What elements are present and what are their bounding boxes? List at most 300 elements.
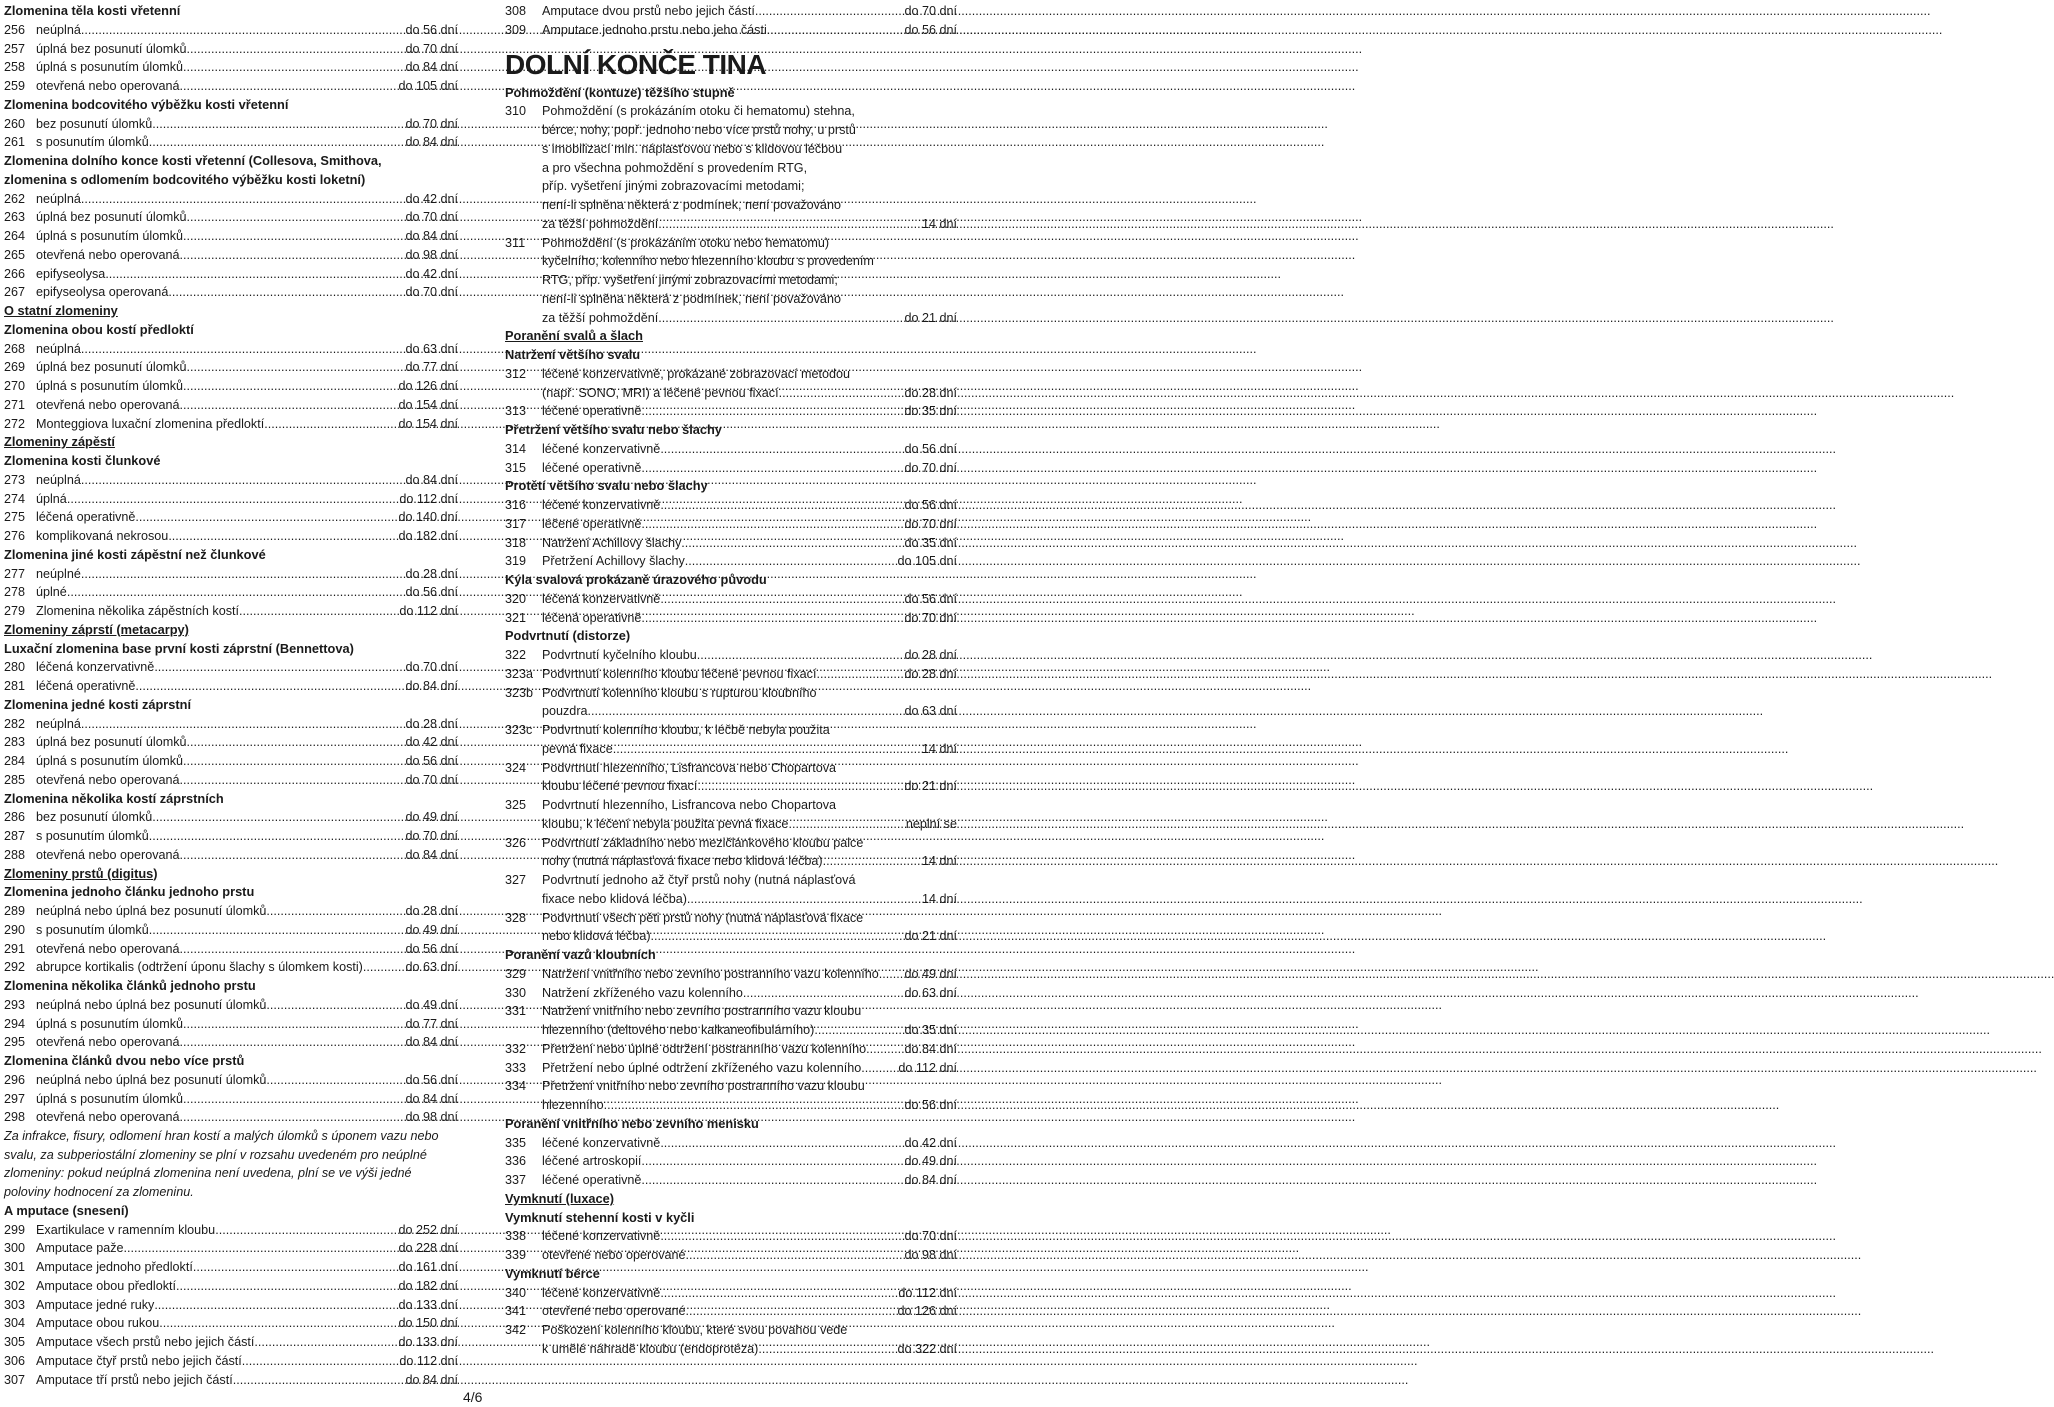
item-number: 303 [4, 1297, 26, 1312]
item-number: 295 [4, 1035, 26, 1050]
list-item [4, 77, 458, 96]
item-label: neúplná [36, 191, 81, 206]
item-value: do 56 dní [405, 754, 458, 768]
section-heading: Zlomenina několika článků jednoho prstu [4, 978, 256, 993]
list-item [505, 909, 957, 928]
item-number: 329 [505, 966, 527, 981]
item-label: fixace nebo klidová léčba) [542, 891, 687, 906]
item-value: do 21 dní [904, 929, 957, 944]
category-heading: O statní zlomeniny [4, 303, 118, 318]
dot-leader [239, 602, 399, 621]
item-value: 14 dní [921, 741, 957, 756]
dot-leader [266, 1071, 405, 1090]
item-value: do 77 dní [405, 360, 458, 375]
item-number: 293 [4, 997, 26, 1012]
item-value: do 35 dní [904, 404, 957, 419]
item-number: 278 [4, 585, 26, 600]
item-value: do 84 dní [405, 847, 458, 862]
dot-leader [866, 1040, 904, 1059]
item-value: do 112 dní [898, 1285, 957, 1300]
list-item [505, 1321, 957, 1340]
item-label: léčené konzervativně [542, 1135, 661, 1150]
dot-leader [81, 21, 406, 40]
section-heading: Přetržení většího svalu nebo šlachy [505, 422, 722, 437]
item-label: úplná bez posunutí úlomků [36, 41, 187, 56]
item-number: 290 [4, 922, 26, 937]
list-item [4, 1090, 458, 1109]
item-number: 273 [4, 472, 26, 487]
list-item [4, 808, 458, 827]
dot-leader [187, 358, 406, 377]
list-item-continuation [505, 271, 957, 290]
list-item-continuation [505, 1340, 957, 1359]
dot-leader [651, 927, 905, 946]
item-number: 323c [505, 723, 533, 737]
dot-leader [686, 1246, 905, 1265]
item-label: a pro všechna pohmoždění s provedením RTG, [542, 160, 808, 175]
item-value: do 21 dní [904, 310, 957, 325]
item-label: Podvrtnutí kolenního kloubu s rupturou kloubního [542, 685, 817, 700]
dot-leader [233, 1371, 406, 1390]
item-value: do 28 dní [405, 904, 458, 918]
dot-leader [363, 958, 406, 977]
list-item-continuation [505, 852, 957, 871]
list-item [4, 1033, 458, 1052]
item-number: 281 [4, 679, 26, 693]
list-item [4, 283, 458, 302]
item-value: do 150 dní [398, 1316, 458, 1331]
item-label: neúplné [36, 566, 81, 581]
item-label: neúplná [36, 341, 81, 356]
item-label: otevřená nebo operovaná [36, 1110, 180, 1125]
item-value: do 182 dní [398, 529, 458, 543]
item-number: 338 [505, 1229, 527, 1244]
list-item [505, 1077, 957, 1096]
item-label: úplná s posunutím úlomků [36, 379, 184, 393]
item-label: léčené artroskopií [542, 1154, 642, 1169]
list-item [505, 984, 957, 1003]
section-heading: Vymknutí bérce [505, 1265, 600, 1281]
item-number: 271 [4, 397, 26, 412]
dot-leader [149, 921, 406, 940]
item-label: Podvrtnutí hlezenního, Lisfrancova nebo Chopartova [542, 760, 837, 775]
item-number: 294 [4, 1016, 26, 1031]
item-number: 333 [505, 1060, 527, 1075]
dot-leader [183, 227, 405, 246]
dot-leader [755, 2, 905, 21]
dot-leader [788, 815, 905, 834]
item-label: úplná s posunutím úlomků [36, 754, 184, 768]
item-value: do 98 dní [904, 1248, 957, 1262]
item-label: Přetržení nebo úplné odtržení zkříženého vazu kolenního [542, 1060, 862, 1075]
dot-leader [81, 340, 406, 359]
item-number: 256 [4, 22, 26, 37]
item-value: do 56 dní [405, 22, 458, 37]
dot-leader [658, 215, 922, 234]
dot-leader [180, 1033, 406, 1052]
item-label: úplná s posunutím úlomků [36, 229, 184, 243]
item-label: Přetržení Achillovy šlachy [542, 554, 685, 569]
list-item [4, 658, 458, 677]
item-label: Pohmoždění (s prokázáním otoku nebo hematomu) [542, 235, 830, 250]
item-number: 337 [505, 1173, 527, 1187]
dot-leader [149, 827, 406, 846]
section-heading: zlomenina s odlomením bodcovitého výběžku kosti loketní) [4, 171, 366, 187]
list-item-continuation [505, 309, 957, 328]
section-heading: Pohmoždění (kontuze) těžšího stupně [505, 84, 735, 100]
item-value: do 28 dní [405, 566, 458, 581]
item-number: 314 [505, 441, 527, 456]
list-item [4, 996, 458, 1015]
item-value: do 84 dní [405, 472, 458, 487]
list-item-continuation [505, 215, 957, 234]
dot-leader [135, 508, 398, 527]
item-number: 285 [4, 772, 26, 787]
list-item [505, 534, 957, 553]
dot-leader [105, 265, 405, 284]
item-value: do 56 dní [405, 941, 458, 956]
item-label: léčené konzervativně [542, 1229, 661, 1244]
section-heading: Zlomenina těla kosti vřetenní [4, 3, 181, 18]
item-number: 323a [505, 666, 534, 681]
item-label: neúplná [36, 472, 81, 487]
list-item [4, 921, 458, 940]
item-value: do 133 dní [398, 1297, 458, 1312]
item-number: 317 [505, 516, 527, 531]
item-label: Přetržení nebo úplné odtržení postranního vazu kolenního [542, 1041, 867, 1056]
list-item-continuation [505, 1096, 957, 1115]
item-label: léčená konzervativně [36, 660, 155, 675]
item-label: neúplná nebo úplná bez posunutí úlomků [36, 997, 267, 1012]
dot-leader [187, 208, 406, 227]
item-label: nohy (nutná náplasťová fixace nebo klidová léčba) [542, 854, 823, 869]
item-label: Amputace jedné ruky [36, 1297, 155, 1312]
dot-leader [149, 133, 406, 152]
item-number: 298 [4, 1110, 26, 1125]
dot-leader [254, 1333, 398, 1352]
dot-leader [193, 1258, 399, 1277]
list-item-continuation [505, 1021, 957, 1040]
list-item [4, 1296, 458, 1315]
list-item [4, 1352, 458, 1371]
list-item [505, 515, 957, 534]
item-number: 289 [4, 904, 26, 918]
item-value: do 63 dní [904, 704, 957, 719]
section-heading: Zlomenina obou kostí předloktí [4, 321, 194, 337]
section-heading: Kýla svalová prokázaně úrazového původu [505, 572, 767, 587]
item-label: léčené operativně [542, 1173, 642, 1187]
list-item [505, 834, 957, 853]
item-label: RTG, příp. vyšetření jinými zobrazovacími metodami; [542, 273, 838, 287]
note-line: poloviny hodnocení za zlomeninu. [4, 1185, 194, 1200]
dot-leader [660, 1227, 904, 1246]
item-value: do 105 dní [398, 79, 458, 93]
item-number: 321 [505, 610, 527, 625]
item-value: do 70 dní [405, 210, 458, 225]
item-label: léčená operativně [542, 610, 642, 625]
list-item [4, 1108, 458, 1127]
list-item [505, 796, 957, 815]
list-item [505, 21, 957, 40]
item-value: do 70 dní [904, 610, 957, 625]
item-value: do 49 dní [405, 810, 458, 825]
item-value: do 28 dní [904, 666, 957, 681]
dot-leader [758, 1340, 897, 1359]
item-label: hlezenního (deltového nebo kalkaneofibulárního) [542, 1023, 815, 1037]
item-number: 257 [4, 41, 26, 56]
item-label: za těžší pohmoždění [542, 310, 659, 325]
item-label: otevřená nebo operovaná [36, 79, 180, 93]
dot-leader [159, 1314, 398, 1333]
section-heading: A mputace (snesení) [4, 1202, 129, 1218]
item-number: 326 [505, 835, 527, 850]
item-value: do 42 dní [405, 191, 458, 206]
section-heading: Zlomenina několika kostí záprstních [4, 790, 224, 806]
item-number: 297 [4, 1091, 26, 1106]
item-label: otevřená nebo operovaná [36, 1035, 180, 1050]
list-item [505, 684, 957, 703]
list-item [505, 1227, 957, 1246]
list-item [4, 827, 458, 846]
item-value: do 161 dní [398, 1260, 458, 1274]
item-label: s posunutím úlomků [36, 922, 149, 937]
item-value: do 133 dní [398, 1335, 458, 1349]
item-value: do 70 dní [405, 41, 458, 56]
list-item [4, 715, 458, 734]
list-item [505, 1002, 957, 1021]
list-item [505, 1246, 957, 1265]
dot-leader [215, 1221, 398, 1240]
list-item [4, 1015, 458, 1034]
item-value: do 70 dní [405, 772, 458, 787]
item-number: 258 [4, 60, 26, 75]
dot-leader [660, 496, 904, 515]
item-label: Přetržení vnitřního nebo zevního postranního vazu kloubu [542, 1079, 865, 1094]
item-number: 283 [4, 735, 26, 750]
list-item [4, 1314, 458, 1333]
item-label: Natržení vnitřního nebo zevního postranního vazu kolenního [542, 966, 879, 981]
list-item [4, 490, 458, 509]
item-label: Amputace tří prstů nebo jejich částí [36, 1372, 233, 1387]
item-value: do 56 dní [904, 498, 957, 512]
item-value: do 35 dní [904, 535, 957, 550]
item-number: 310 [505, 104, 527, 119]
category-heading: Poranění svalů a šlach [505, 328, 643, 344]
list-item-continuation [505, 159, 957, 178]
lower-limb-section [505, 84, 957, 1359]
item-value: do 322 dní [897, 1341, 957, 1356]
item-label: Natržení Achillovy šlachy [542, 535, 682, 550]
item-label: bez posunutí úlomků [36, 116, 153, 131]
list-item-continuation [505, 290, 957, 309]
dot-leader [660, 590, 904, 609]
list-item-continuation [505, 702, 957, 721]
category-heading: Zlomeniny zápěstí [4, 434, 115, 450]
item-label: pevná fixace [542, 741, 613, 756]
section-heading: Poranění vazů kloubních [505, 947, 656, 962]
list-item [4, 846, 458, 865]
item-number: 274 [4, 491, 26, 506]
item-label: léčená operativně [36, 679, 136, 693]
item-label: léčené operativně [542, 404, 642, 419]
item-value: do 42 dní [904, 1135, 957, 1150]
item-value: do 70 dní [405, 285, 458, 300]
dot-leader [641, 1171, 904, 1190]
dot-leader [168, 283, 405, 302]
dot-leader [183, 58, 405, 77]
item-label: úplná s posunutím úlomků [36, 1091, 184, 1106]
item-number: 335 [505, 1135, 527, 1150]
item-label: neúplná [36, 716, 81, 731]
list-item [505, 665, 957, 684]
item-label: úplné [36, 585, 67, 600]
list-item [4, 958, 458, 977]
item-number: 339 [505, 1248, 527, 1262]
list-item-continuation [505, 890, 957, 909]
dot-leader [81, 715, 406, 734]
list-item-continuation [505, 177, 957, 196]
list-item [505, 721, 957, 740]
dot-leader [681, 534, 904, 553]
dot-leader [266, 996, 405, 1015]
dot-leader [176, 1277, 398, 1296]
list-item [505, 1284, 957, 1303]
item-value: do 70 dní [904, 516, 957, 531]
item-value: do 112 dní [399, 1353, 458, 1368]
item-label: pouzdra [542, 704, 588, 719]
list-item-continuation [505, 740, 957, 759]
item-value: 14 dní [921, 891, 957, 906]
item-label: otevřená nebo operovaná [36, 941, 180, 956]
item-value: do 70 dní [904, 4, 957, 18]
section-heading: Podvrtnutí (distorze) [505, 628, 631, 644]
item-label: léčené konzervativně [542, 1285, 661, 1300]
list-item [4, 58, 458, 77]
dot-leader [604, 1096, 905, 1115]
dot-leader [180, 771, 406, 790]
list-item-continuation [505, 777, 957, 796]
dot-leader [266, 902, 405, 921]
item-number: 259 [4, 79, 26, 93]
list-item-continuation [505, 252, 957, 271]
dot-leader [879, 965, 905, 984]
item-number: 266 [4, 266, 26, 281]
item-number: 328 [505, 910, 527, 925]
item-label: otevřené nebo operované [542, 1248, 686, 1262]
amputation-continuation [505, 2, 957, 40]
item-value: do 28 dní [904, 648, 957, 662]
item-value: do 28 dní [904, 385, 957, 400]
list-item [4, 752, 458, 771]
dot-leader [743, 984, 905, 1003]
item-value: do 63 dní [405, 960, 458, 975]
item-value: do 98 dní [405, 1110, 458, 1125]
item-value: do 182 dní [398, 1278, 458, 1293]
section-heading: Zlomenina bodcovitého výběžku kosti vřetenní [4, 96, 289, 112]
item-number: 320 [505, 591, 527, 606]
item-value: do 49 dní [904, 966, 957, 981]
item-label: léčené konzervativně, prokázané zobrazovací metodou [542, 366, 851, 381]
list-item-continuation [505, 815, 957, 834]
item-number: 284 [4, 754, 26, 768]
item-label: Monteggiova luxační zlomenina předloktí [36, 416, 265, 431]
item-label: léčené konzervativně [542, 441, 661, 456]
dot-leader [135, 677, 405, 696]
list-item [505, 440, 957, 459]
item-number: 262 [4, 191, 26, 206]
item-label: úplná [36, 491, 67, 506]
list-item [505, 102, 957, 121]
list-item [4, 21, 458, 40]
note-line: svalu, za subperiostální zlomeniny se plní v rozsahu uvedeném pro neúplné [4, 1147, 427, 1162]
category-heading: Zlomeniny záprstí (metacarpy) [4, 621, 189, 637]
dot-leader [264, 415, 398, 434]
dot-leader [861, 1059, 898, 1078]
item-label: Podvrtnutí kyčelního kloubu [542, 648, 697, 662]
list-item [505, 2, 957, 21]
item-label: Amputace dvou prstů nebo jejich částí [542, 4, 755, 18]
list-item [505, 402, 957, 421]
item-label: epifyseolysa [36, 266, 106, 281]
item-number: 306 [4, 1353, 26, 1368]
item-number: 340 [505, 1285, 527, 1300]
item-label: Podvrtnutí kolenního kloubu léčené pevnou fixací [542, 666, 817, 681]
dot-leader [641, 609, 904, 628]
section-heading: Zlomenina jedné kosti záprstní [4, 696, 192, 712]
list-item-continuation [505, 384, 957, 403]
list-item [4, 115, 458, 134]
dot-leader [152, 808, 405, 827]
item-label: Podvrtnutí kolenního kloubu, k léčbě nebyla použita [542, 723, 830, 737]
item-number: 305 [4, 1335, 26, 1349]
item-value: do 56 dní [904, 22, 957, 37]
item-label: úplná bez posunutí úlomků [36, 360, 187, 375]
section-heading: Poranění vnitřního nebo zevního menisku [505, 1115, 759, 1131]
item-label: otevřené nebo operované [542, 1304, 686, 1319]
item-number: 315 [505, 460, 527, 475]
item-label: Amputace všech prstů nebo jejich částí [36, 1335, 255, 1349]
item-number: 334 [505, 1079, 527, 1094]
item-value: do 56 dní [904, 1098, 957, 1112]
dot-leader [779, 384, 905, 403]
item-value: do 154 dní [398, 416, 458, 431]
dot-leader [81, 471, 406, 490]
list-item [4, 471, 458, 490]
item-value: do 56 dní [405, 585, 458, 600]
item-value: do 98 dní [405, 247, 458, 262]
item-number: 324 [505, 760, 527, 775]
item-number: 269 [4, 360, 26, 375]
item-number: 319 [505, 554, 527, 569]
item-number: 267 [4, 285, 26, 300]
item-number: 322 [505, 648, 527, 662]
item-value: do 35 dní [904, 1023, 957, 1037]
item-label: Podvrtnutí základního nebo mezičlánkového kloubu palce [542, 835, 864, 850]
list-item [505, 1134, 957, 1153]
dot-leader [687, 890, 922, 909]
list-item [505, 1302, 957, 1321]
dot-leader [641, 1152, 904, 1171]
dot-leader [183, 1015, 405, 1034]
item-value: do 112 dní [898, 1060, 957, 1075]
list-item [4, 40, 458, 59]
item-label: léčené operativně [542, 460, 642, 475]
item-value: do 77 dní [405, 1016, 458, 1031]
list-item [4, 602, 458, 621]
item-number: 342 [505, 1323, 527, 1337]
list-item [4, 1333, 458, 1352]
item-number: 270 [4, 379, 26, 393]
